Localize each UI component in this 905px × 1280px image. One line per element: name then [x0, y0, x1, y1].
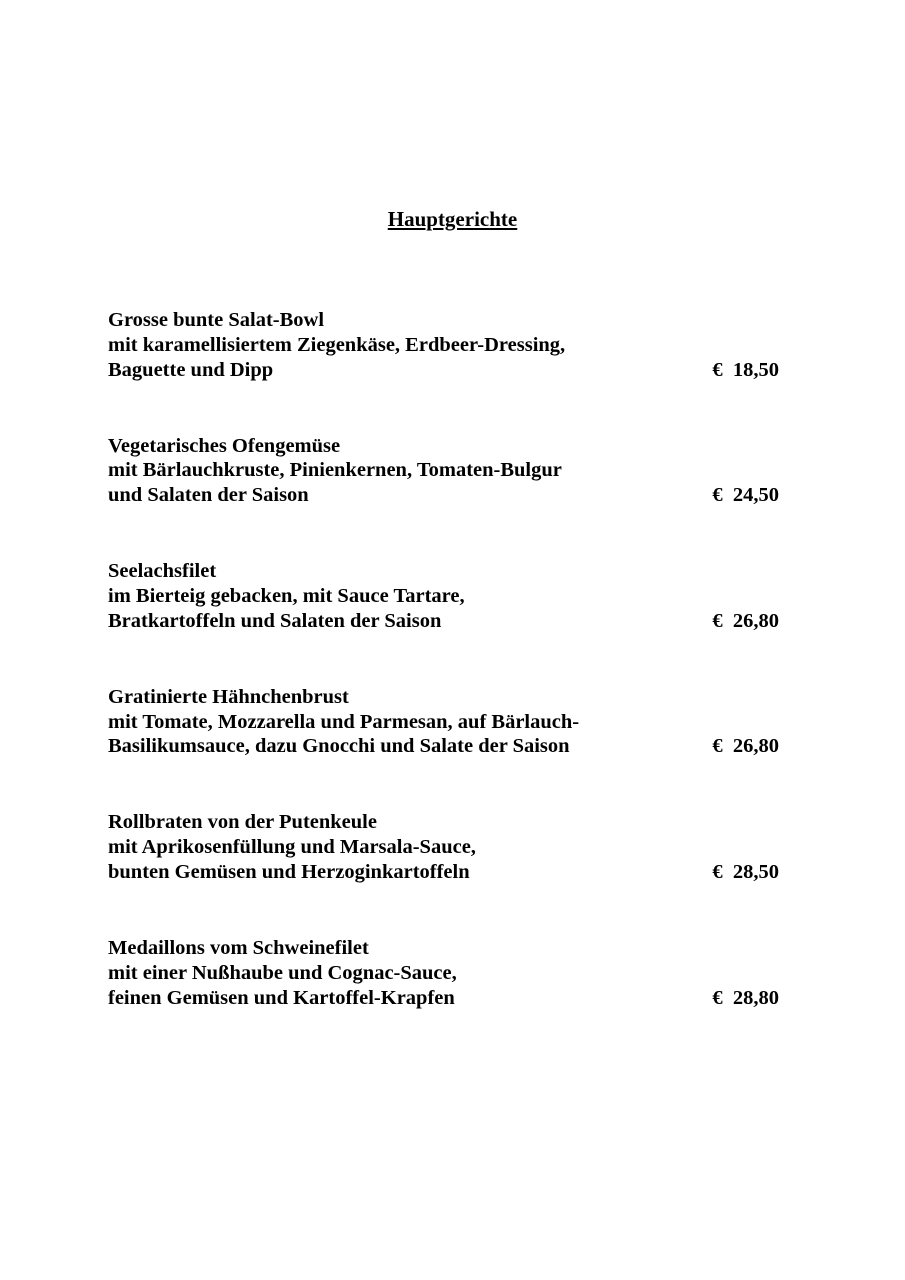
dish-price: € 28,50: [712, 860, 779, 883]
dish-description-line-2: feinen Gemüsen und Kartoffel-Krapfen: [108, 986, 455, 1009]
dish-name: Grosse bunte Salat-Bowl: [108, 309, 325, 331]
menu-list: [108, 308, 798, 1062]
dish-price: € 28,80: [712, 986, 779, 1009]
dish-price: € 26,80: [712, 735, 779, 758]
dish-description-line-1: mit Tomate, Mozzarella und Parmesan, auf Bärlauch-: [108, 710, 580, 733]
menu-item: [108, 936, 798, 1062]
dish-description-line-2: Basilikumsauce, dazu Gnocchi und Salate der Saison: [108, 735, 570, 758]
dish-description-line-2: bunten Gemüsen und Herzoginkartoffeln: [108, 860, 470, 883]
dish-description-line-1: mit einer Nußhaube und Cognac-Sauce,: [108, 961, 457, 984]
dish-description-line-2: Baguette und Dipp: [108, 358, 274, 381]
dish-description-line-2: Bratkartoffeln und Salaten der Saison: [108, 609, 442, 632]
dish-name: Seelachsfilet: [108, 560, 217, 583]
dish-description-line-1: mit Aprikosenfüllung und Marsala-Sauce,: [108, 836, 476, 859]
dish-description-line-2: und Salaten der Saison: [108, 484, 309, 507]
dish-description-line-1: mit karamellisiertem Ziegenkäse, Erdbeer-Dressing,: [108, 333, 566, 356]
menu-item: [108, 308, 798, 434]
dish-price: € 18,50: [712, 358, 779, 381]
dish-name: Vegetarisches Ofengemüse: [108, 434, 341, 457]
dish-name: Medaillons vom Schweinefilet: [108, 936, 369, 959]
dish-price: € 24,50: [712, 484, 779, 507]
menu-item: [108, 559, 798, 685]
menu-item: [108, 685, 798, 811]
menu-item: [108, 434, 798, 560]
dish-description-line-1: mit Bärlauchkruste, Pinienkernen, Tomaten-Bulgur: [108, 459, 562, 482]
menu-item: [108, 810, 798, 936]
dish-name: Gratinierte Hähnchenbrust: [108, 685, 349, 708]
dish-price: € 26,80: [712, 609, 779, 632]
page-title: Hauptgerichte: [387, 207, 518, 231]
dish-name: Rollbraten von der Putenkeule: [108, 811, 377, 834]
dish-description-line-1: im Bierteig gebacken, mit Sauce Tartare,: [108, 584, 465, 607]
